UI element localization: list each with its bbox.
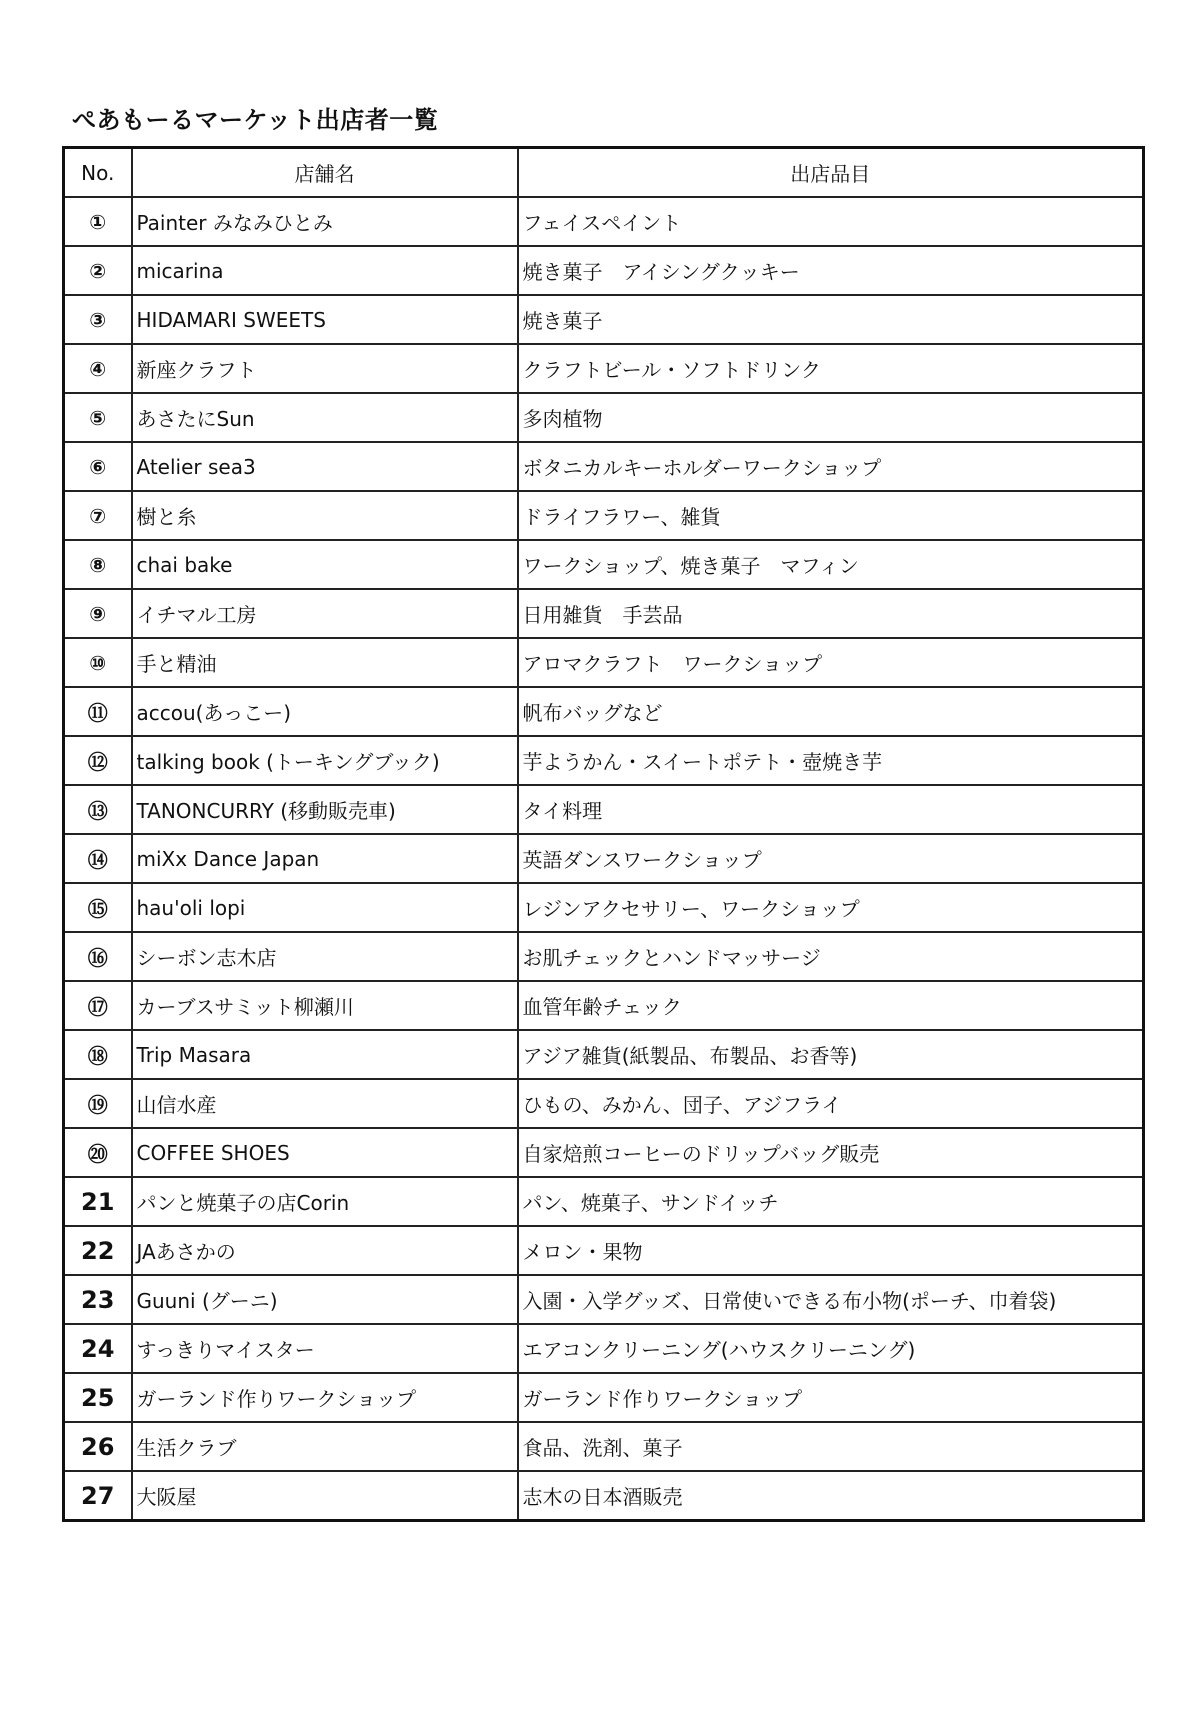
- table-row: [64, 344, 1144, 393]
- row-number: ⑱: [64, 1030, 132, 1079]
- row-number: ⑰: [64, 981, 132, 1030]
- row-number: ④: [64, 344, 132, 393]
- row-number: ③: [64, 295, 132, 344]
- shop-name: JAあさかの: [132, 1226, 518, 1275]
- header-row: [64, 148, 1144, 198]
- table-row: [64, 687, 1144, 736]
- header-no: No.: [64, 148, 132, 198]
- row-number: 21: [64, 1177, 132, 1226]
- shop-items: アジア雑貨(紙製品、布製品、お香等): [518, 1030, 1144, 1079]
- row-number: ⑬: [64, 785, 132, 834]
- table-row: [64, 197, 1144, 246]
- shop-name: chai bake: [132, 540, 518, 589]
- table-row: [64, 589, 1144, 638]
- row-number: ⑦: [64, 491, 132, 540]
- table-row: [64, 295, 1144, 344]
- row-number: ⑪: [64, 687, 132, 736]
- row-number: ⑧: [64, 540, 132, 589]
- table-row: [64, 246, 1144, 295]
- shop-name: 新座クラフト: [132, 344, 518, 393]
- row-number: ⑤: [64, 393, 132, 442]
- shop-name: talking book (トーキングブック): [132, 736, 518, 785]
- row-number: 23: [64, 1275, 132, 1324]
- shop-items: 多肉植物: [518, 393, 1144, 442]
- shop-name: 樹と糸: [132, 491, 518, 540]
- shop-name: 手と精油: [132, 638, 518, 687]
- shop-items: 焼き菓子: [518, 295, 1144, 344]
- table-row: [64, 1275, 1144, 1324]
- row-number: ⑮: [64, 883, 132, 932]
- shop-name: あさたにSun: [132, 393, 518, 442]
- shop-items: 芋ようかん・スイートポテト・壺焼き芋: [518, 736, 1144, 785]
- shop-name: Painter みなみひとみ: [132, 197, 518, 246]
- shop-items: フェイスペイント: [518, 197, 1144, 246]
- row-number: 26: [64, 1422, 132, 1471]
- row-number: ⑩: [64, 638, 132, 687]
- table-row: [64, 540, 1144, 589]
- shop-name: Trip Masara: [132, 1030, 518, 1079]
- table-row: [64, 1373, 1144, 1422]
- shop-name: HIDAMARI SWEETS: [132, 295, 518, 344]
- row-number: ⑲: [64, 1079, 132, 1128]
- shop-name: 山信水産: [132, 1079, 518, 1128]
- header-items: 出店品目: [518, 148, 1144, 198]
- row-number: 22: [64, 1226, 132, 1275]
- shop-items: アロマクラフト ワークショップ: [518, 638, 1144, 687]
- shop-items: レジンアクセサリー、ワークショップ: [518, 883, 1144, 932]
- table-row: [64, 932, 1144, 981]
- row-number: ⑯: [64, 932, 132, 981]
- shop-name: 生活クラブ: [132, 1422, 518, 1471]
- table-row: [64, 834, 1144, 883]
- shop-name: Atelier sea3: [132, 442, 518, 491]
- row-number: ⑳: [64, 1128, 132, 1177]
- shop-items: クラフトビール・ソフトドリンク: [518, 344, 1144, 393]
- table-row: [64, 1079, 1144, 1128]
- table-row: [64, 1422, 1144, 1471]
- shop-items: タイ料理: [518, 785, 1144, 834]
- shop-name: パンと焼菓子の店Corin: [132, 1177, 518, 1226]
- table-row: [64, 1226, 1144, 1275]
- shop-name: 大阪屋: [132, 1471, 518, 1521]
- table-row: [64, 785, 1144, 834]
- row-number: ⑥: [64, 442, 132, 491]
- shop-items: 日用雑貨 手芸品: [518, 589, 1144, 638]
- header-shop: 店舗名: [132, 148, 518, 198]
- shop-items: お肌チェックとハンドマッサージ: [518, 932, 1144, 981]
- shop-name: accou(あっこー): [132, 687, 518, 736]
- shop-items: 帆布バッグなど: [518, 687, 1144, 736]
- table-row: [64, 491, 1144, 540]
- shop-name: COFFEE SHOES: [132, 1128, 518, 1177]
- shop-name: シーボン志木店: [132, 932, 518, 981]
- table-row: [64, 442, 1144, 491]
- table-row: [64, 883, 1144, 932]
- shop-items: パン、焼菓子、サンドイッチ: [518, 1177, 1144, 1226]
- table-row: [64, 393, 1144, 442]
- row-number: ⑨: [64, 589, 132, 638]
- shop-items: ひもの、みかん、団子、アジフライ: [518, 1079, 1144, 1128]
- shop-name: micarina: [132, 246, 518, 295]
- table-row: [64, 1030, 1144, 1079]
- table-body: [64, 197, 1144, 1521]
- row-number: 27: [64, 1471, 132, 1521]
- shop-name: miXx Dance Japan: [132, 834, 518, 883]
- shop-items: 英語ダンスワークショップ: [518, 834, 1144, 883]
- table-row: [64, 1471, 1144, 1521]
- shop-name: イチマル工房: [132, 589, 518, 638]
- shop-name: Guuni (グーニ): [132, 1275, 518, 1324]
- table-row: [64, 981, 1144, 1030]
- row-number: 24: [64, 1324, 132, 1373]
- table-row: [64, 736, 1144, 785]
- row-number: ①: [64, 197, 132, 246]
- exhibitor-table: [62, 146, 1145, 1522]
- shop-items: エアコンクリーニング(ハウスクリーニング): [518, 1324, 1144, 1373]
- shop-name: ガーランド作りワークショップ: [132, 1373, 518, 1422]
- shop-items: 志木の日本酒販売: [518, 1471, 1144, 1521]
- shop-name: hau'oli lopi: [132, 883, 518, 932]
- shop-items: ボタニカルキーホルダーワークショップ: [518, 442, 1144, 491]
- page-title: ぺあもーるマーケット出店者一覧: [72, 106, 439, 134]
- shop-items: ワークショップ、焼き菓子 マフィン: [518, 540, 1144, 589]
- row-number: ②: [64, 246, 132, 295]
- shop-items: 食品、洗剤、菓子: [518, 1422, 1144, 1471]
- row-number: ⑫: [64, 736, 132, 785]
- table-row: [64, 1324, 1144, 1373]
- shop-items: ガーランド作りワークショップ: [518, 1373, 1144, 1422]
- shop-items: 血管年齢チェック: [518, 981, 1144, 1030]
- shop-items: ドライフラワー、雑貨: [518, 491, 1144, 540]
- row-number: 25: [64, 1373, 132, 1422]
- shop-name: カーブスサミット柳瀬川: [132, 981, 518, 1030]
- table-row: [64, 1128, 1144, 1177]
- shop-items: 入園・入学グッズ、日常使いできる布小物(ポーチ、巾着袋): [518, 1275, 1144, 1324]
- shop-name: すっきりマイスター: [132, 1324, 518, 1373]
- row-number: ⑭: [64, 834, 132, 883]
- shop-items: メロン・果物: [518, 1226, 1144, 1275]
- shop-items: 自家焙煎コーヒーのドリップバッグ販売: [518, 1128, 1144, 1177]
- table-row: [64, 1177, 1144, 1226]
- shop-items: 焼き菓子 アイシングクッキー: [518, 246, 1144, 295]
- table-row: [64, 638, 1144, 687]
- shop-name: TANONCURRY (移動販売車): [132, 785, 518, 834]
